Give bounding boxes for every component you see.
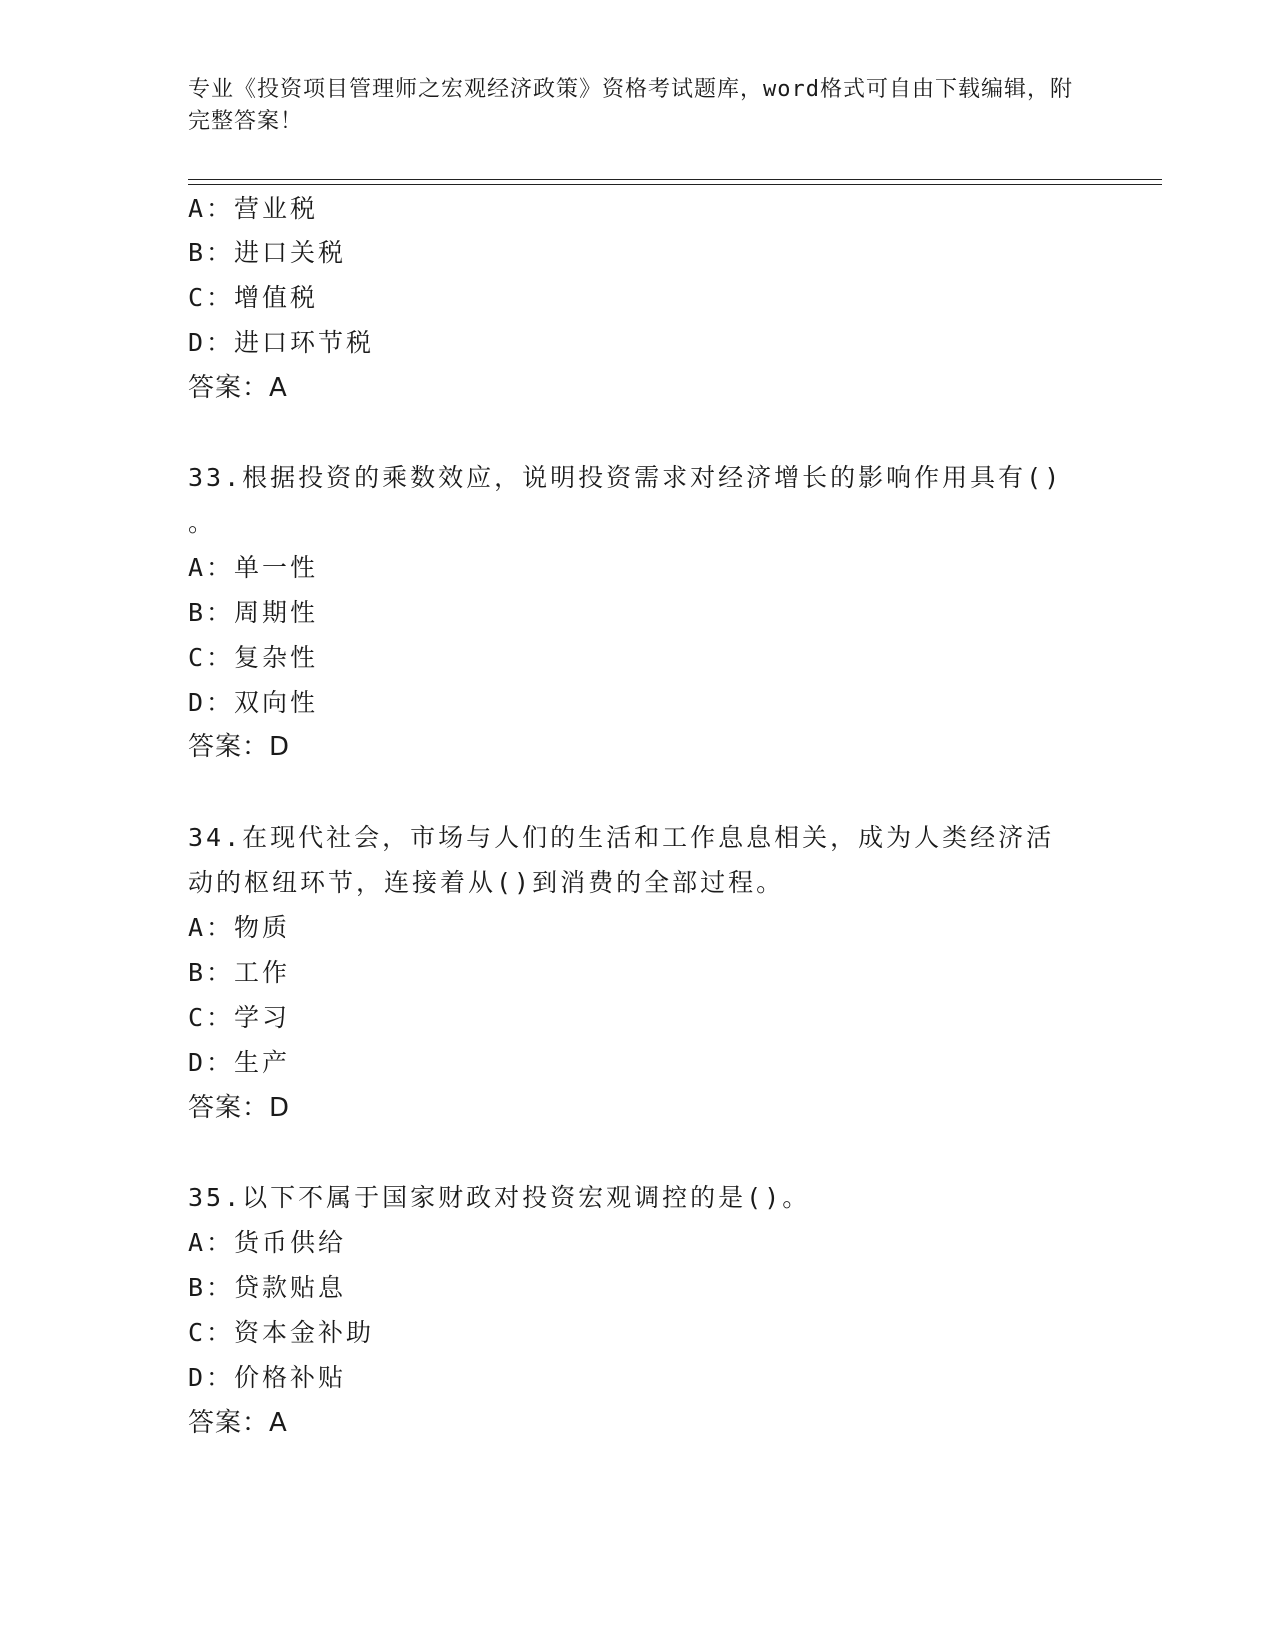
- q32-option-a: A：营业税: [188, 194, 319, 223]
- header-divider-bottom: [188, 184, 1162, 185]
- document-header: 专业《投资项目管理师之宏观经济政策》资格考试题库，word格式可自由下载编辑，附完整答案！: [188, 77, 1073, 134]
- q35-option-d: D：价格补贴: [188, 1363, 347, 1392]
- q33-option-a: A：单一性: [188, 553, 319, 582]
- q32-option-b: B：进口关税: [188, 238, 347, 267]
- q35-answer: 答案：A: [188, 1408, 288, 1438]
- header-divider-top: [188, 179, 1162, 180]
- q32-option-d: D：进口环节税: [188, 328, 375, 357]
- q35-option-b: B：贷款贴息: [188, 1273, 347, 1302]
- q33-option-c: C：复杂性: [188, 643, 319, 672]
- q33-option-d: D：双向性: [188, 688, 319, 717]
- q35-stem-line1: 35.以下不属于国家财政对投资宏观调控的是()。: [188, 1183, 811, 1212]
- q32-answer: 答案：A: [188, 373, 288, 403]
- q34-answer: 答案：D: [188, 1093, 291, 1123]
- q34-option-b: B：工作: [188, 958, 291, 987]
- q35-option-a: A：货币供给: [188, 1228, 347, 1257]
- q35-option-c: C：资本金补助: [188, 1318, 375, 1347]
- q33-stem-line1: 33.根据投资的乘数效应，说明投资需求对经济增长的影响作用具有(): [188, 463, 1063, 492]
- q32-option-c: C：增值税: [188, 283, 319, 312]
- q33-answer: 答案：D: [188, 732, 291, 762]
- q34-stem-line2: 动的枢纽环节，连接着从()到消费的全部过程。: [188, 868, 785, 897]
- q34-option-d: D：生产: [188, 1048, 291, 1077]
- q34-option-c: C：学习: [188, 1003, 291, 1032]
- q34-stem-line1: 34.在现代社会，市场与人们的生活和工作息息相关，成为人类经济活: [188, 823, 1055, 852]
- q34-option-a: A：物质: [188, 913, 291, 942]
- q33-stem-line2: 。: [188, 508, 217, 537]
- q33-option-b: B：周期性: [188, 598, 319, 627]
